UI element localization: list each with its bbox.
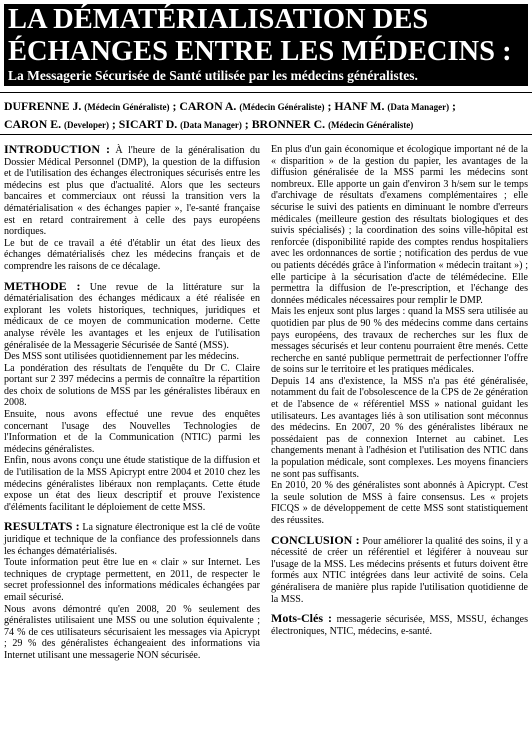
author-name: DUFRENNE J. bbox=[4, 99, 82, 113]
author-separator: ; bbox=[108, 117, 119, 131]
title-banner bbox=[4, 4, 528, 86]
conclusion-paragraph bbox=[271, 532, 528, 606]
resultats-stats-2008: Nous avons démontré qu'en 2008, 20 % seulement des généralistes utilisaient une MSS ou une solution équivalente ; 74 % de ces utilisateurs sécurisaient les messages via Apicrypt ; 29 % des généralistes échangeaient des informations via Internet utilisant une messagerie NON sécurisée. bbox=[4, 603, 260, 661]
resultats-signature: La signature électronique est la clé de voûte juridique et technique de la confiance des professionnels dans les échanges dématérialisés. bbox=[4, 522, 260, 557]
methode-heading: METHODE : bbox=[4, 278, 81, 293]
resultats-apicrypt-2010: En 2010, 20 % des généralistes sont abonnés à Apicrypt. C'est la seule solution de MSS à faire consensus. Les « projets FICQS » de développement de cette MSS sont statistiquement des réussites. bbox=[271, 480, 528, 526]
author-separator: ; bbox=[324, 99, 335, 113]
author-list bbox=[4, 98, 524, 134]
introduction-paragraph bbox=[4, 144, 260, 238]
author-separator: ; bbox=[241, 117, 252, 131]
resultats-heading: RESULTATS : bbox=[4, 519, 80, 534]
author-role: (Médecin Généraliste) bbox=[84, 102, 170, 112]
introduction-aim: Le but de ce travail a été d'établir un état des lieux des échanges dématérialisés chez les médecins français et de comprendre les raisons de ce décalage. bbox=[4, 237, 260, 272]
resultats-avantages: En plus d'un gain économique et écologique important né de la « disparition » de la gestion du papier, les avantages de la diffusion généralisée de la MSS parmi les médecins sont nombreux. Elle apporte un gain d'environ 3 h/sem sur le temps d'archivage de résultats d'examens complémentaires ; elle sécurise le suivi des patients en diminuant le nombre d'erreurs médicales (meilleure gestion des résultats biologiques et des suivis spécialisés) ; la coordination des soins ville-hôpital est renforcée (disponibilité rapide des comptes rendus hospitaliers avec les ordonnances de sortie ; notification des perdus de vue ou patients décédés grâce à l'information « médecin traitant ») ; elle participe à la sécurisation d'acte de télémédecine. Elle permettra la diffusion de l'e-prescription, et l'échange des données médicales nécessaires pour remplir le DMP. bbox=[271, 144, 528, 306]
right-column bbox=[271, 144, 528, 637]
title-line-1: LA DÉMATÉRIALISATION DES bbox=[8, 4, 429, 35]
author-role: (Data Manager) bbox=[180, 120, 242, 130]
resultats-enjeux: Mais les enjeux sont plus larges : quand la MSS sera utilisée au quotidien par plus de 90 % des médecins comme dans certains pays européens, des travaux de recherches sur les flux de messages sécurisés et leur contenu pourraient être menés. Cette recherche en santé publique permettrait de perfectionner l'offre de soins sur le territoire et les pratiques médicales. bbox=[271, 306, 528, 376]
resultats-paragraph bbox=[4, 521, 260, 557]
author-name: SICART D. bbox=[118, 117, 178, 131]
methode-survey: La pondération des résultats de l'enquête du Dr C. Claire portant sur 2 397 médecins a permis de connaître la répartition des choix de solutions de MSS par les généralistes libéraux en 2008. bbox=[4, 362, 260, 409]
title-line-2: ÉCHANGES ENTRE LES MÉDECINS : bbox=[8, 36, 512, 67]
keywords-text: messagerie sécurisée, MSS, MSSU, échanges électroniques, NTIC, médecins, e-santé. bbox=[271, 614, 528, 637]
author-name: BRONNER C. bbox=[251, 117, 326, 131]
author-role: (Médecin Généraliste) bbox=[328, 120, 414, 130]
subtitle: La Messagerie Sécurisée de Santé utilisée par les médecins généralistes. bbox=[8, 68, 418, 83]
introduction-heading: INTRODUCTION : bbox=[4, 142, 110, 156]
conclusion-text: Pour améliorer la qualité des soins, il y a nécessité de créer un référentiel et légiférer à nouveau sur l'usage de la MSS. Les médecins présents et futurs doivent être formés aux NTIC intégrées dans leur activité de soins. Cela généralisera de manière plus rapide l'utilisation quotidienne de la MSS. bbox=[271, 535, 528, 605]
author-role: (Data Manager) bbox=[387, 102, 450, 112]
author-separator: ; bbox=[169, 99, 180, 113]
resultats-freins: Depuis 14 ans d'existence, la MSS n'a pas été généralisée, notamment du fait de l'obsolescence de la CPS de 2e génération et de l'absence de « référentiel MSS » national guidant les utilisateurs. Les avantages liés à son utilisation sont méconnus des médecins. En 2007, 20 % des généralistes libéraux ne possédaient pas de connexion Internet au cabinet. Les changements menant à l'adhésion et l'utilisation des NTIC dans la population médicale, sont complexes. Les moyens financiers ne sont pas suffisants. bbox=[271, 375, 528, 480]
methode-review: Ensuite, nous avons effectué une revue des enquêtes concernant l'usage des Nouvelles Technologies de l'Information et de la Communication (NTIC) parmi les médecins généralistes. bbox=[4, 409, 260, 455]
conclusion-heading: CONCLUSION : bbox=[271, 532, 360, 547]
author-separator: ; bbox=[449, 99, 456, 113]
left-column bbox=[4, 144, 260, 662]
author-name: HANF M. bbox=[334, 99, 385, 113]
keywords-paragraph bbox=[271, 613, 528, 637]
methode-study: Enfin, nous avons conçu une étude statistique de la diffusion et de l'utilisation de la MSS Apicrypt entre 2004 et 2010 chez les médecins généralistes libéraux non remplaçants. Cette étude expose un état des lieux descriptif et prouve l'existence d'éléments facilitant le déploiement de cette MSS. bbox=[4, 455, 260, 513]
methode-mss-use: Des MSS sont utilisées quotidiennement par les médecins. bbox=[4, 351, 239, 363]
author-name: CARON E. bbox=[4, 117, 62, 131]
author-name: CARON A. bbox=[179, 99, 237, 113]
author-role: (Médecin Généraliste) bbox=[239, 102, 325, 112]
authors-divider bbox=[0, 134, 532, 135]
resultats-cryptage: Toute information peut être lue en « clair » sur Internet. Les techniques de cryptage permettent, en 2011, de respecter le secret professionnel des informations médicales échangées par email sécurisé. bbox=[4, 557, 260, 603]
author-role: (Developer) bbox=[63, 120, 109, 130]
keywords-heading: Mots-Clés : bbox=[271, 611, 333, 626]
methode-text: Une revue de la littérature sur la dématérialisation des échanges médicaux a été réalisée en explorant les volets historiques, techniques, juridiques et médicaux de ce moyen de communication moderne. Cette analyse révèle les avantages et les enjeux de l'utilisation généralisée de la Messagerie Sécurisée de Santé (MSS). bbox=[4, 281, 260, 351]
introduction-text: À l'heure de la généralisation du Dossier Médical Personnel (DMP), la question de la diffusion et de l'utilisation des échanges électroniques sécurisés entre les médecins est plus que d'actualité. Alors que les secteurs bancaires et commerciaux ont réussi la transition vers la dématérialisation « des échanges papier », l'e-santé française est en retard contrairement à celle des pays européens nordiques. bbox=[4, 145, 261, 238]
methode-paragraph bbox=[4, 278, 260, 352]
top-divider bbox=[0, 92, 532, 93]
